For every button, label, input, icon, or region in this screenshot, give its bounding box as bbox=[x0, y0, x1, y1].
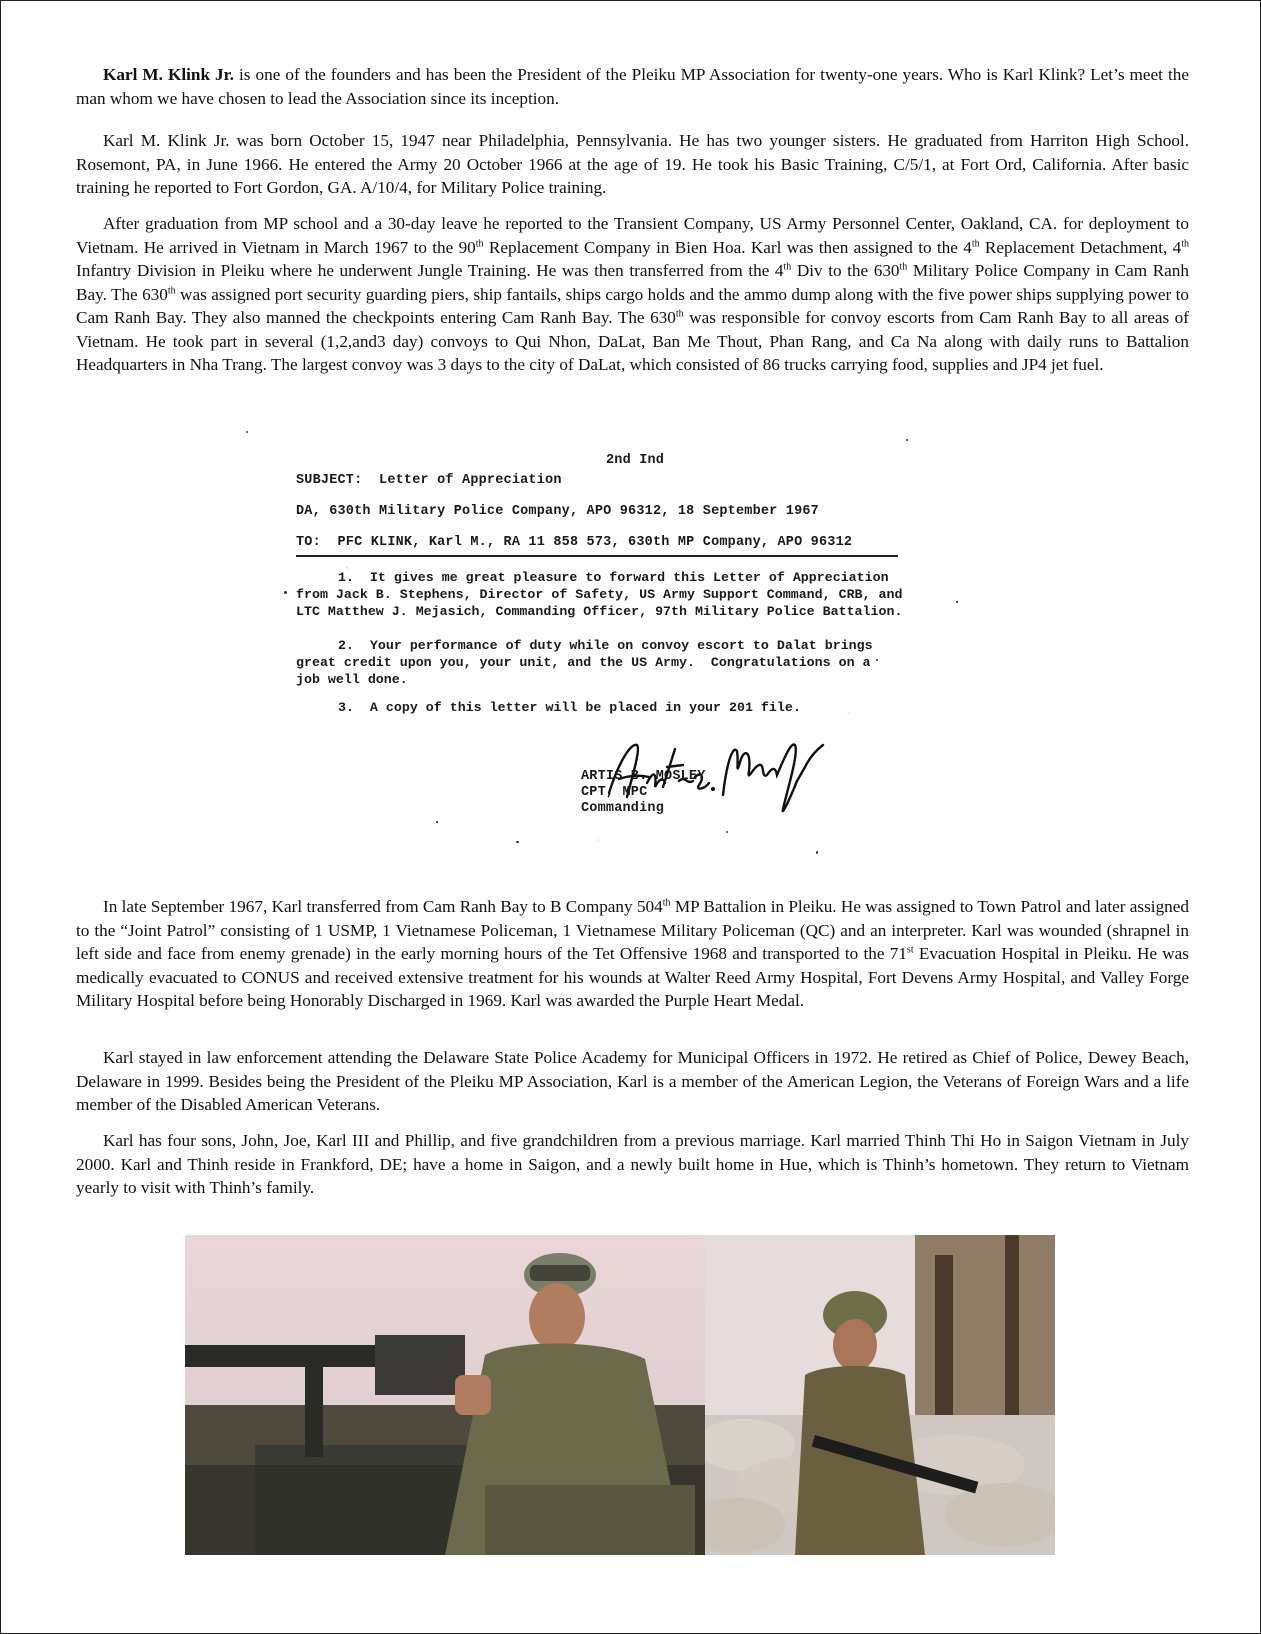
photo-soldier-with-machine-gun bbox=[185, 1235, 705, 1555]
letter-paragraph-2: 2. Your performance of duty while on convoy escort to Dalat brings great credit upon you, your unit, and the US Army. Congratulations on a job well done. bbox=[296, 638, 873, 687]
letter-indorsement: 2nd Ind bbox=[606, 453, 665, 468]
scan-speck bbox=[284, 591, 287, 594]
scan-speck bbox=[516, 841, 519, 843]
intro-text: is one of the founders and has been the President of the Pleiku MP Association for twenty-one years. Who is Karl Klink? Let’s meet the man whom we have chosen to lead the Association since its inception. bbox=[76, 65, 1189, 108]
deployment-paragraph bbox=[76, 212, 1189, 377]
scan-speck bbox=[726, 831, 728, 833]
signer-title: Commanding bbox=[581, 801, 665, 816]
ordinal-suffix: th bbox=[675, 308, 684, 320]
ordinal-suffix: th bbox=[662, 897, 671, 909]
text-run: Replacement Company in Bien Hoa. Karl was then assigned to the 4 bbox=[483, 237, 972, 257]
birth-paragraph: Karl M. Klink Jr. was born October 15, 1947 near Philadelphia, Pennsylvania. He has two younger sisters. He graduated from Harriton High School. Rosemont, PA, in June 1966. He entered the Army 20 October 1966 at the age of 19. He took his Basic Training, C/5/1, at Fort Ord, California. After basic training he reported to Fort Gordon, GA. A/10/4, for Military Police training. bbox=[76, 131, 1189, 197]
letter-to-line: TO: PFC KLINK, Karl M., RA 11 858 573, 630th MP Company, APO 96312 bbox=[296, 535, 853, 550]
pleiku-paragraph bbox=[76, 895, 1189, 1013]
ordinal-suffix: th bbox=[971, 237, 980, 249]
letter-paragraph-3: 3. A copy of this letter will be placed in your 201 file. bbox=[338, 700, 801, 715]
photo-soldier-with-rifle bbox=[705, 1235, 1055, 1555]
intro-name: Karl M. Klink Jr. bbox=[103, 65, 234, 84]
text-run: After graduation from MP school and a 30-day leave he reported to the Transient Company, US Army Personnel Center, Oakland, CA. for deployment to Vietnam. He arrived in Vietnam in March 1967 to the 90 bbox=[76, 214, 1189, 257]
scan-speck bbox=[436, 821, 438, 823]
ordinal-suffix: th bbox=[475, 237, 484, 249]
text-run: was responsible for convoy escorts from Cam Ranh Bay to all areas of Vietnam. He took part in several (1,2,and3 day) convoys to Qui Nhon, DaLat, Ban Me Thout, Phan Rang, and Ca Na along with daily runs to Battalion Headquarters in Nha Trang. The largest convoy was 3 days to the city of DaLat, which consisted of 86 trucks carrying food, supplies and JP4 jet fuel. bbox=[76, 308, 1189, 374]
ordinal-suffix: th bbox=[1181, 237, 1189, 249]
letter-to-underline bbox=[296, 555, 898, 557]
scan-speck bbox=[816, 851, 818, 854]
photo-soldier-machine-gun-image bbox=[185, 1235, 705, 1555]
text-run: was assigned port security guarding piers, ship fantails, ships cargo holds and the ammo dump along with the five power ships supplying power to Cam Ranh Bay. They also manned the checkpoints entering Cam Ranh Bay. The 630 bbox=[76, 284, 1189, 327]
ordinal-suffix: th bbox=[167, 284, 176, 296]
letter-paragraph-1: 1. It gives me great pleasure to forward this Letter of Appreciation from Jack B. Stephens, Director of Safety, US Army Support Command, CRB, and LTC Matthew J. Mejasich, Commanding Officer, 97th Military Police Battalion. bbox=[296, 570, 903, 619]
signer-rank: CPT, MPC bbox=[581, 785, 648, 800]
letter-of-appreciation-scan bbox=[256, 431, 1016, 886]
scan-speck bbox=[246, 431, 248, 433]
ordinal-suffix: st bbox=[906, 944, 914, 956]
law-enforcement-paragraph: Karl stayed in law enforcement attending the Delaware State Police Academy for Municipal Officers in 1972. He retired as Chief of Police, Dewey Beach, Delaware in 1999. Besides being the President of the Pleiku MP Association, Karl is a member of the American Legion, the Veterans of Foreign Wars and a life member of the Disabled American Veterans. bbox=[76, 1048, 1189, 1114]
ordinal-suffix: th bbox=[899, 261, 908, 273]
letter-subject: SUBJECT: Letter of Appreciation bbox=[296, 473, 562, 488]
signer-name: ARTIS B. MOSLEY bbox=[581, 769, 706, 784]
text-run: In late September 1967, Karl transferred from Cam Ranh Bay to B Company 504 bbox=[103, 897, 663, 916]
scan-speck bbox=[906, 439, 908, 441]
text-run: Military Police Company in Cam Ranh Bay. The 630 bbox=[76, 261, 1189, 304]
text-run: Infantry Division in Pleiku where he underwent Jungle Training. He was then transferred from the 4 bbox=[76, 261, 784, 280]
scan-speck bbox=[956, 601, 958, 603]
photo-soldier-rifle-image bbox=[705, 1235, 1055, 1555]
text-run: Replacement Detachment, 4 bbox=[979, 237, 1182, 257]
text-run: Evacuation Hospital in Pleiku. He was medically evacuated to CONUS and received extensive treatment for his wounds at Walter Reed Army Hospital, Fort Devens Army Hospital, and Valley Forge Military Hospital before being Honorably Discharged in 1969. Karl was awarded the Purple Heart Medal. bbox=[76, 944, 1189, 1010]
intro-paragraph bbox=[76, 63, 1189, 110]
text-run: MP Battalion in Pleiku. He was assigned to Town Patrol and later assigned to the “Joint Patrol” consisting of 1 USMP, 1 Vietnamese Policeman, 1 Vietnamese Military Policeman (QC) and an interpreter. Karl was wounded (shrapnel in left side and face from enemy grenade) in the early morning hours of the Tet Offensive 1968 and transported to the 71 bbox=[76, 897, 1189, 963]
family-paragraph: Karl has four sons, John, Joe, Karl III and Phillip, and five grandchildren from a previous marriage. Karl married Thinh Thi Ho in Saigon Vietnam in July 2000. Karl and Thinh reside in Frankford, DE; have a home in Saigon, and a newly built home in Hue, which is Thinh’s hometown. They return to Vietnam yearly to visit with Thinh’s family. bbox=[76, 1131, 1189, 1197]
ordinal-suffix: th bbox=[783, 261, 792, 273]
letter-from-line: DA, 630th Military Police Company, APO 96312, 18 September 1967 bbox=[296, 504, 819, 519]
text-run: Div to the 630 bbox=[791, 261, 900, 280]
scan-speck bbox=[876, 659, 878, 661]
